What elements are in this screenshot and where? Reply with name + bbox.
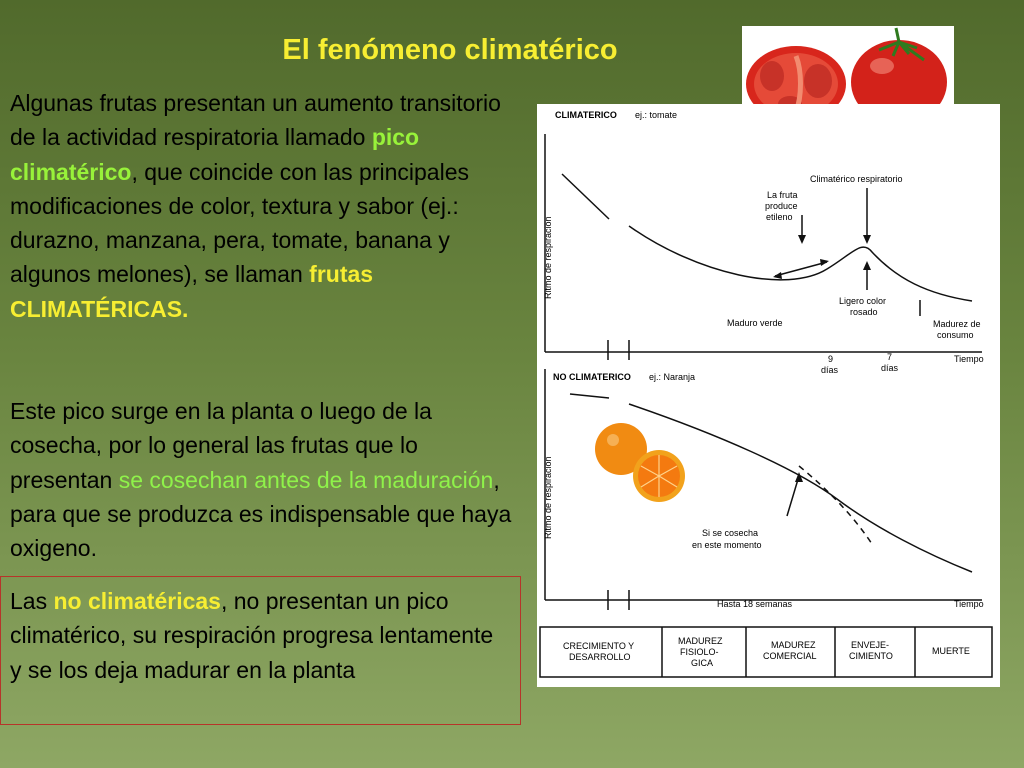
pink-label-1: Ligero color bbox=[839, 296, 887, 306]
para1-text-b: , que coincide con las principales modificaciones de color, textura y sabor (ej.: durazno, manzana, pera, tomate, banana y algunos melones), se llaman bbox=[10, 158, 469, 288]
para2-text-a: Este pico surge en la planta o luego de la cosecha, por lo general las frutas que lo presentan bbox=[10, 398, 432, 493]
pink-label-2: rosado bbox=[850, 307, 878, 317]
orange-image bbox=[595, 423, 685, 502]
top-chart-title: CLIMATERICO bbox=[555, 110, 617, 120]
days9-label: días bbox=[821, 365, 839, 375]
paragraph-harvest bbox=[10, 394, 525, 565]
para1-text-a: Algunas frutas presentan un aumento transitorio de la actividad respiratoria llamado bbox=[10, 90, 501, 151]
top-chart-example: ej.: tomate bbox=[635, 110, 678, 120]
bottom-y-label: Ritmo de respiración bbox=[543, 456, 553, 539]
stage-commercial-2: COMERCIAL bbox=[763, 651, 817, 661]
non-climacteric-curve-start bbox=[570, 394, 609, 398]
harvest-label-1: Si se cosecha bbox=[702, 528, 759, 538]
stage-growth-1: CRECIMIENTO Y bbox=[563, 641, 635, 651]
highlight-frutas-climatericas: frutas CLIMATÉRICAS. bbox=[10, 261, 374, 322]
days7-number: 7 bbox=[887, 352, 893, 362]
days9-number: 9 bbox=[828, 354, 834, 364]
weeks-label: Hasta 18 semanas bbox=[717, 599, 793, 609]
days7-label: días bbox=[881, 363, 899, 373]
top-time-label: Tiempo bbox=[954, 354, 984, 364]
paragraph-non-climacteric bbox=[10, 584, 510, 687]
bottom-chart-title: NO CLIMATERICO bbox=[553, 372, 631, 382]
stage-aging-2: CIMIENTO bbox=[849, 651, 893, 661]
mature-green-label: Maduro verde bbox=[727, 318, 783, 328]
ethylene-label-2: produce bbox=[765, 201, 798, 211]
consume-label-2: consumo bbox=[937, 330, 974, 340]
peak-label: Climatérico respiratorio bbox=[810, 174, 903, 184]
para2-text-b: , para que se produzca es indispensable que haya oxigeno. bbox=[10, 466, 512, 562]
slide-title: El fenómeno climatérico bbox=[282, 34, 618, 66]
highlight-harvest-before: se cosechan antes de la maduración bbox=[118, 466, 494, 493]
stage-death: MUERTE bbox=[932, 646, 970, 656]
stage-commercial-1: MADUREZ bbox=[771, 640, 816, 650]
climacteric-curve-start bbox=[562, 174, 609, 219]
stage-growth-2: DESARROLLO bbox=[569, 652, 631, 662]
stage-physio-1: MADUREZ bbox=[678, 636, 723, 646]
bottom-time-label: Tiempo bbox=[954, 599, 984, 609]
stage-physio-3: GICA bbox=[691, 658, 714, 668]
highlight-pico-climaterico: pico climatérico bbox=[10, 124, 420, 185]
ethylene-label-1: La fruta bbox=[767, 190, 798, 200]
para3-text-a: Las bbox=[10, 588, 54, 614]
bottom-chart-example: ej.: Naranja bbox=[649, 372, 696, 382]
ethylene-label-3: etileno bbox=[766, 212, 793, 222]
highlight-no-climatericas: no climatéricas bbox=[53, 588, 221, 614]
stage-aging-1: ENVEJE- bbox=[851, 640, 890, 650]
consume-label-1: Madurez de bbox=[933, 319, 981, 329]
para3-text-b: , no presentan un pico climatérico, su respiración progresa lentamente y se los deja madurar en la planta bbox=[10, 588, 494, 683]
respiration-figure bbox=[537, 104, 1000, 687]
paragraph-climacteric bbox=[10, 86, 525, 326]
top-y-label: Ritmo de respiración bbox=[543, 216, 553, 299]
stage-physio-2: FISIOLO- bbox=[680, 647, 719, 657]
harvest-label-2: en este momento bbox=[692, 540, 762, 550]
